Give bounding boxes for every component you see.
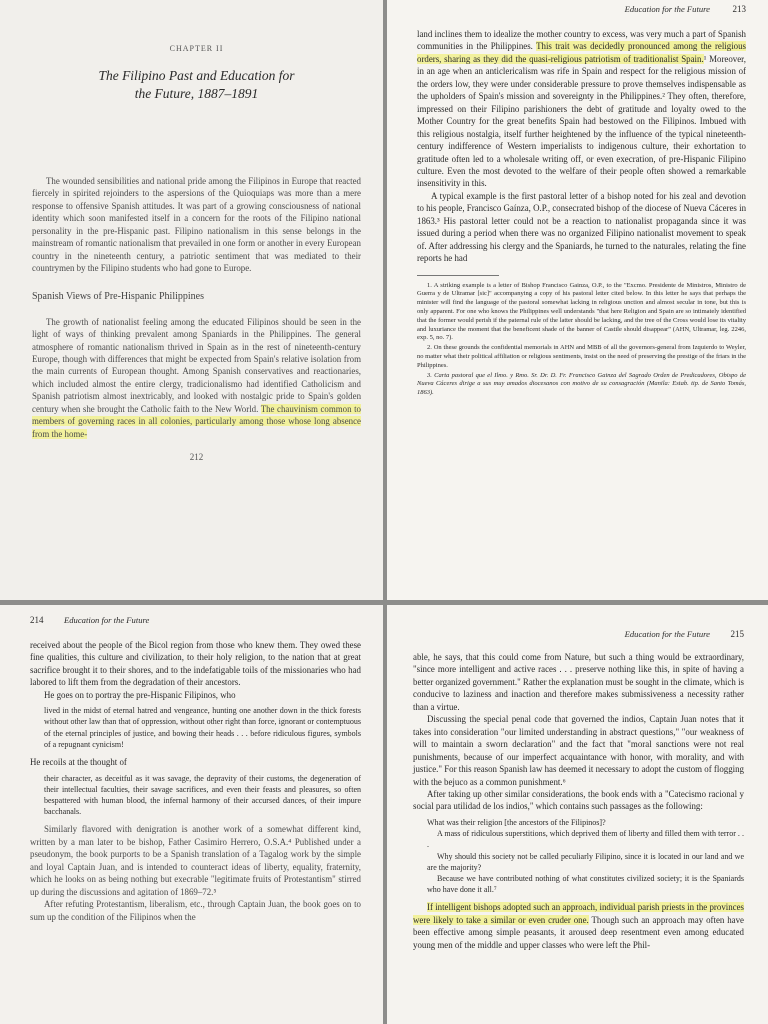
chapter-label: CHAPTER II [169,44,224,53]
catechism-question: What was their religion [the ancestors of the Filipinos]? [427,817,606,827]
paragraph: The wounded sensibilities and national pride among the Filipinos in Europe that reacted fiercely in spirited rejoinders to the aspersions of the Quioquiaps was more than a mere response to offensive Spanish attitudes. It was part of a growing consciousness of national identity which soon manifested itself in a concern for the roots of the Filipino national personality in the pre-Hispanic past. Filipino nationalism in this sense belongs in the mainstream of romantic nationalism that prevailed in one form or another in every European country in the nineteenth century, a patriotic sentiment that was mediated to their countrymen by the Filipino students who had gone to Europe. [32,176,361,274]
block-quote: lived in the midst of eternal hatred and vengeance, hunting one another down in the thick forests without other law than that of oppression, without other right than force, ignorant or contemptuous of the eternal principles of justice, and bowing their heads . . . before ridiculous figures, symbols of a repugnant cynicism! [44,706,361,749]
page-number: 214 [30,615,44,625]
paragraph: able, he says, that this could come from Nature, but such a thing would be extraordinary, "since more intelligent and active races . . . preserve nothing like this, in spite of having a better organized government." Rather the explanation must be sought in the climate, which is conducive to laziness and inaction and therefore makes submissiveness a necessity rather than a virtue. [413,652,745,712]
footnote-3: 3. Carta pastoral que el Ilmo. y Rmo. Sr. Dr. D. Fr. Francisco Gainza del Sagrado Orden de Predicadores, Obispo de Nueva Cáceres dirige a sus muy amados diocesanos con motivo de su consagración (Manila: Estab. tip. de Santo Tomás, 1863). [417,371,746,397]
running-head: Education for the Future [64,615,150,625]
page-212 [0,0,383,600]
paragraph: A typical example is the first pastoral letter of a bishop noted for his zeal and devotion to his people, Francisco Gaínza, O.P., consecrated bishop of the diocese of Nueva Cáceres in 1863.³ His pastoral letter could not be a reaction to nationalist propaganda since it was issued during a period when there was no organized Filipino nationalist movement to speak of. After addressing his clergy and the Spaniards, he turned to the naturales, relating the fine reports he had [417,190,747,264]
page-number: 215 [730,629,744,639]
running-head: Education for the Future [624,629,710,639]
page-215 [387,605,768,1024]
highlighted-text: If intelligent bishops adopted such an approach, individual parish priests in the provinces were likely to take a similar or even cruder one. [413,902,744,925]
chapter-title-line-1: The Filipino Past and Education for [98,68,295,83]
page-213 [387,0,768,600]
paragraph-text: land inclines them to idealize the mother country to excess, was very much a part of Spanish communities in the Philippines. [417,29,746,52]
running-head: Education for the Future [624,4,710,14]
block-quote [427,817,744,895]
page-number: 213 [732,4,746,14]
paragraph [417,28,746,190]
catechism-answer: Because we have contributed nothing of what constitutes civilized society; it is the Spaniards who have done it all.⁷ [427,873,744,895]
paragraph: After taking up other similar considerations, the book ends with a "Catecismo racional y social para utilidad de los indios," which contains such passages as the following: [413,788,744,812]
paragraph: He recoils at the thought of [30,757,127,768]
section-heading: Spanish Views of Pre-Hispanic Philippines [32,290,204,302]
chapter-title [32,67,361,103]
paragraph: Discussing the special penal code that governed the indios, Captain Juan notes that it takes into consideration "our limited understanding in abstract questions," "our weakness of will to maintain a sworn declaration" and the fact that "moral sanctions were not real punishments, because of our imperfect acquaintance with honor, with morality, and with justice." For this reason Spanish law has deemed it necessary to adopt the custom of flogging with the bejuco as a common punishment.⁶ [413,714,744,787]
paragraph-text: ¹ Moreover, in an age when an anticlericalism was rife in Spain and respect for the religious mission of the orders low, they were under considerable pressure to prove themselves indispensable as the upholders of Spain's mission and sovereignty in the Philippines.² They often, therefore, impressed on their Filipino parishioners the debt of gratitude and loyalty owed to the Mother Country for the great benefits Spain had bestowed on the Filipinos. Imbued with this religious nostalgia, itself further heightened by the influence of the typical nineteenth-century indifference of Western imperialists to indigenous culture, their exhortation to gratitude often led to a wholesale writing off, or even execration, of pre-Hispanic Filipino culture. Even the most devoted to the welfare of their people often showed a remarkable insensitivity in this. [417,53,746,189]
paragraph-text: The growth of nationalist feeling among the educated Filipinos should be seen in the light of ways of thinking prevalent among Spaniards in the Philippines. The general atmosphere of romantic nationalism thrived in Spain as in the rest of nineteenth-century Europe, though with differences that might be expected from Spain's relative isolation from the main currents of European thought. Among Spanish conservatives and reactionaries, which included almost the entire clergy, tradicionalismo had identified Catholicism and Spanish patriotism almost inextricably, and looked with nostalgic pride to Spain's golden century when she brought the Catholic faith to the New World. [32,316,361,414]
paragraph: He goes on to portray the pre-Hispanic Filipinos, who [44,689,236,700]
highlighted-text: The chauvinism common to members of governing races in all colonies, particularly among those whose long absence from the home- [32,403,361,439]
paragraph-text: Though such an approach may often have been effective among simple peasants, it aroused deep resentment even among educated young men of the middle and upper classes who were left the Phil- [413,914,744,950]
paragraph: Similarly flavored with denigration is another work of a somewhat different kind, written by a man later to be bishop, Father Casimiro Herrero, O.S.A.⁴ Published under a pseudonym, the book purports to be a Spanish translation of a Tagalog work by the simple and loyal Captain Juan, and is intended to counteract ideas of liberty, equality, fraternity, which he looks on as being nothing but execrable "legitimate fruits of Protestantism" stirred up during the discussions and agitation of 1869–72.⁵ [30,824,361,897]
footnote-divider [417,275,499,276]
folio-number: 212 [189,452,204,463]
page-214 [0,605,383,1024]
paragraph: received about the people of the Bicol region from those who knew them. They owed these fine qualities, this culture and civilization, to their holy religion, to the nation that at great sacrifice brought it to their shores, and to the indefatigable toils of the missionaries who had labored to lift them from the degradation of their ancestors. [30,640,361,688]
footnote-2: 2. On these grounds the confidential memorials in AHN and MBB of all the governors-general from Izquierdo to Weyler, no matter what their political affiliation or religious sentiments, insist on the need of preserving the prestige of the friars in the Philippines. [417,344,746,369]
paragraph [32,316,361,441]
paragraph [413,901,744,951]
footnote-1: 1. A striking example is a letter of Bishop Francisco Gainza, O.P., to the "Excmo. Presidente de Ministros, Ministro de Guerra y de Ultramar [sic]" accompanying a copy of his pastoral letter cited below. In this letter he says that perhaps the minister will find the language of the pastoral somewhat lacking in religious unction and almost secular in tone, but this is only apparent. For one who knows the Philippines well understands "that here Religion and Spain are so intimately identified that the former would perish if the paternal rule of the latter should be lacking, and the tree of the Cross would lose its vitality and luxuriance the moment that the beneficent shade of the banner of Castile should disappear" (AHN, Ultramar, leg. 2246, exp. 5, no. 7). [417,281,746,342]
chapter-title-line-2: the Future, 1887–1891 [134,86,259,101]
catechism-answer: A mass of ridiculous superstitions, which deprived them of liberty and filled them with terror . . . [427,829,744,850]
paragraph: After refuting Protestantism, liberalism, etc., through Captain Juan, the book goes on to sum up the condition of the Filipinos when the [30,899,361,922]
catechism-question: Why should this society not be called peculiarly Filipino, since it is located in our land and we are the majority? [427,851,744,872]
highlighted-text: This trait was decidedly pronounced among the religious orders, sharing as they did the quasi-religious patriotism of traditionalist Spain. [417,41,747,64]
block-quote: their character, as deceitful as it was savage, the depravity of their customs, the degeneration of their intellectual faculties, their savage sacrifices, and even their feasts and pleasures, so often bespattered with human blood, the infernal harmony of their accursed dances, of their impure bacchanals. [44,773,361,817]
